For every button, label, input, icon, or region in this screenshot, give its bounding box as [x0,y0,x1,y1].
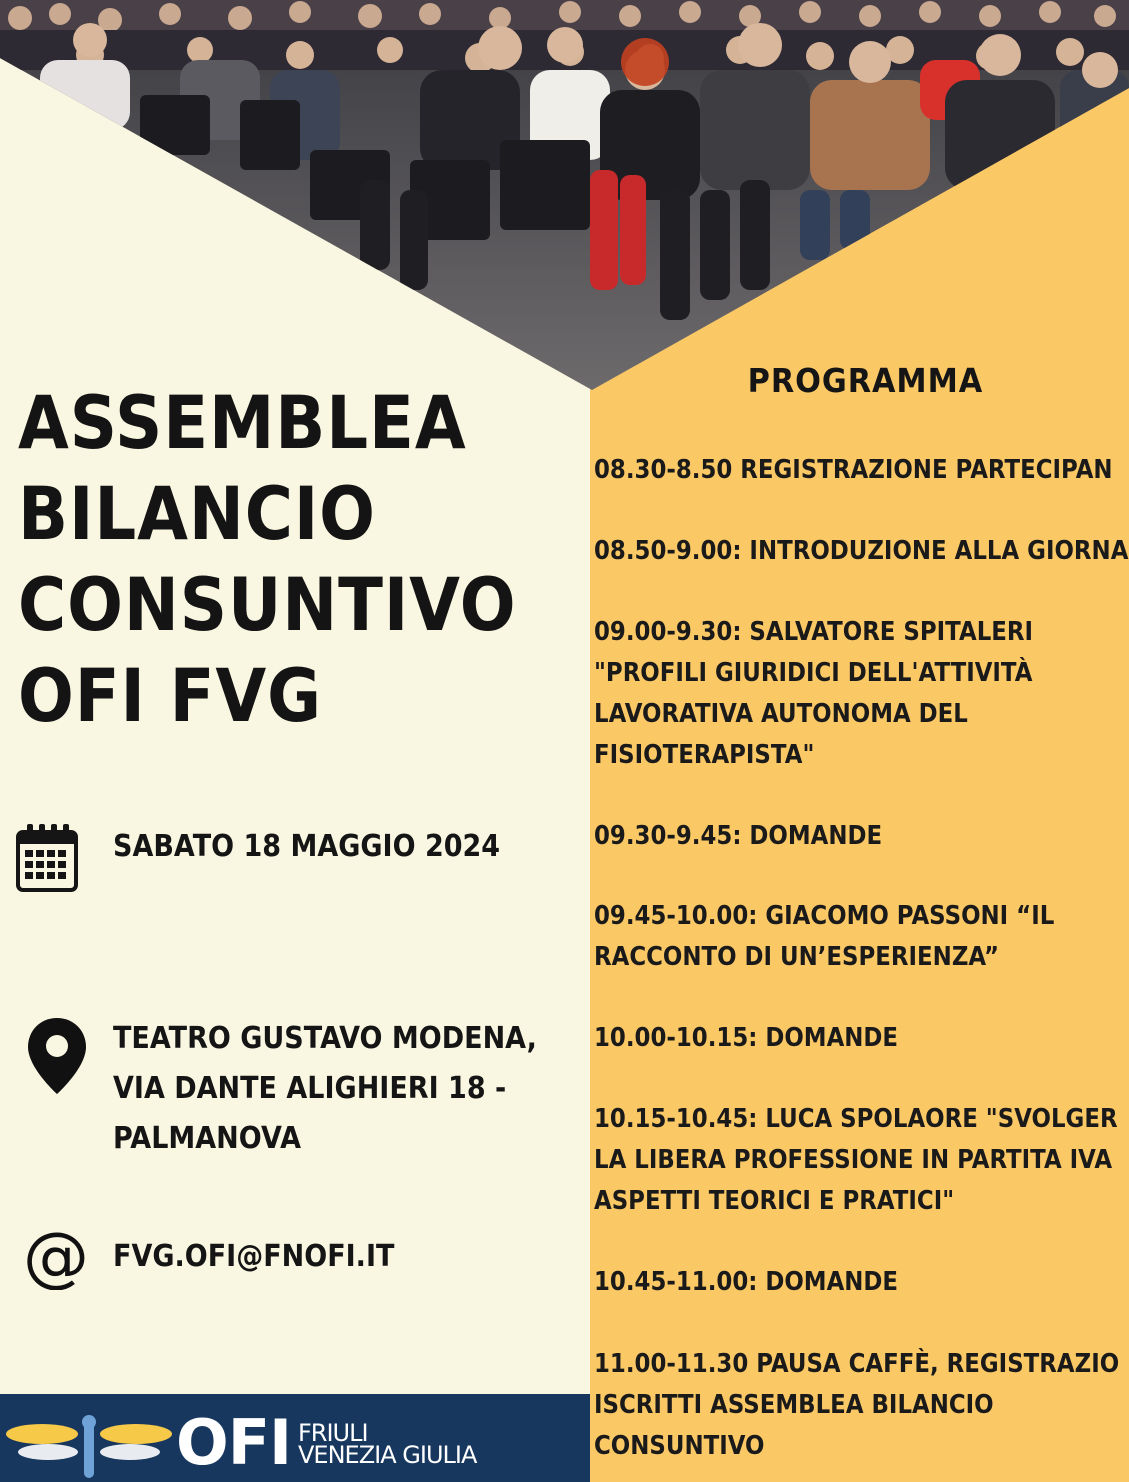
programma-item-5 [594,896,1054,978]
at-sign-icon [22,1224,92,1294]
email-link[interactable]: FVG.OFI@FNOFI.IT [113,1239,395,1274]
programma-item-8 [594,1262,898,1303]
event-title-line-1: ASSEMBLEA [18,381,467,466]
footer-region-line-1: FRIULI [298,1419,368,1447]
event-date-text: SABATO 18 MAGGIO 2024 [113,829,501,864]
programma-item-7 [594,1099,1118,1222]
svg-text:@: @ [23,1224,89,1290]
map-pin-icon [26,1016,88,1100]
programma-item-9 [594,1344,1119,1467]
programma-line: 09.30-9.45: DOMANDE [594,821,883,851]
programma-item-2 [594,531,1128,572]
programma-line: 09.00-9.30: SALVATORE SPITALERI [594,617,1034,647]
programma-line: "PROFILI GIURIDICI DELL'ATTIVITÀ [594,658,1033,688]
programma-line: LA LIBERA PROFESSIONE IN PARTITA IVA [594,1145,1113,1175]
programma-line: FISIOTERAPISTA" [594,740,815,770]
venue-line-2: VIA DANTE ALIGHIERI 18 - [113,1071,507,1106]
programma-line: 08.50-9.00: INTRODUZIONE ALLA GIORNA [594,536,1129,566]
programma-line: RACCONTO DI UN’ESPERIENZA” [594,942,1000,972]
event-email[interactable] [113,1232,394,1282]
programma-line: LAVORATIVA AUTONOMA DEL [594,699,968,729]
programma-item-1 [594,450,1113,491]
programma-heading: PROGRAMMA [747,361,984,400]
event-venue [113,1014,537,1164]
footer-ofi-logo-text: OFI [176,1406,292,1479]
programma-item-4 [594,816,882,857]
programma-item-6 [594,1018,898,1059]
event-title-line-3: CONSUNTIVO [18,563,517,648]
venue-line-3: PALMANOVA [113,1121,301,1156]
footer-region-line-2: VENEZIA GIULIA [298,1441,477,1469]
programma-line: CONSUNTIVO [594,1431,765,1461]
event-title-line-4: OFI FVG [18,654,323,739]
dragonfly-logo-icon [4,1412,176,1482]
programma-line: ISCRITTI ASSEMBLEA BILANCIO [594,1390,994,1420]
programma-line: ASPETTI TEORICI E PRATICI" [594,1186,955,1216]
footer-bar [0,1394,590,1482]
programma-line: 10.15-10.45: LUCA SPOLAORE "SVOLGER [594,1104,1118,1134]
venue-line-1: TEATRO GUSTAVO MODENA, [113,1021,537,1056]
programma-line: 10.00-10.15: DOMANDE [594,1023,899,1053]
programma-line: 08.30-8.50 REGISTRAZIONE PARTECIPAN [594,455,1113,485]
programma-line: 09.45-10.00: GIACOMO PASSONI “IL [594,901,1055,931]
event-date [113,822,500,872]
event-title-line-2: BILANCIO [18,472,376,557]
programma-line: 11.00-11.30 PAUSA CAFFÈ, REGISTRAZIO [594,1349,1120,1379]
programma-item-3 [594,612,1033,776]
event-title [18,378,517,742]
footer-region-text [298,1419,477,1469]
calendar-icon [16,822,78,896]
programma-line: 10.45-11.00: DOMANDE [594,1267,899,1297]
audience-photo [0,0,1129,390]
